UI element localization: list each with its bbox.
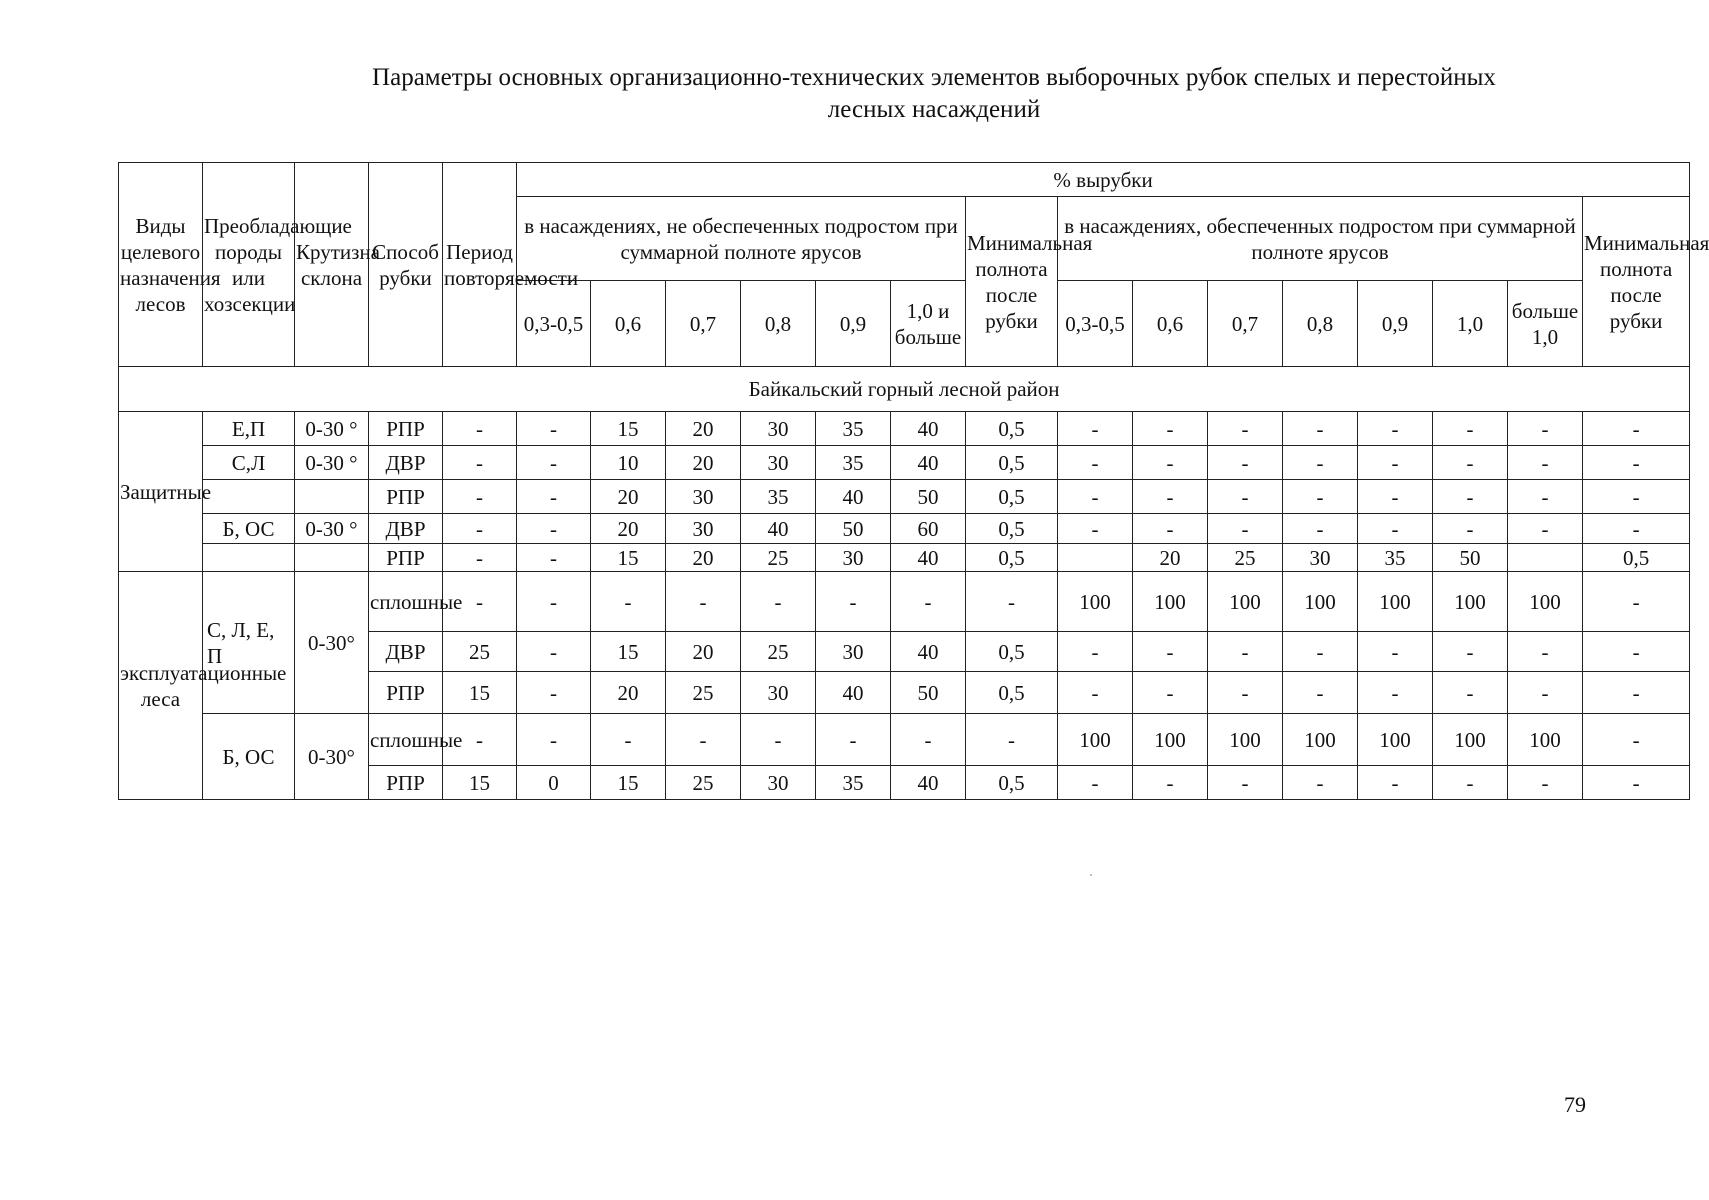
felling-p-cell: - [1208, 632, 1283, 672]
felling-p-cell: - [1133, 480, 1208, 514]
felling-np-cell: 10 [591, 446, 666, 480]
min-density-p-cell: 0,5 [1583, 544, 1690, 572]
felling-np-cell: 40 [816, 672, 891, 714]
felling-np-cell: - [517, 672, 591, 714]
period-cell: - [443, 572, 517, 632]
felling-np-cell: 35 [816, 766, 891, 800]
felling-p-cell: - [1208, 766, 1283, 800]
felling-p-cell: - [1508, 446, 1583, 480]
slope-cell: 0-30 ° [295, 446, 369, 480]
felling-np-cell: 40 [891, 632, 966, 672]
felling-p-cell: - [1283, 514, 1358, 544]
min-density-p-cell: - [1583, 446, 1690, 480]
felling-p-cell: 100 [1208, 714, 1283, 766]
header-group-provided: в насаждениях, обеспеченных подростом при суммарной полноте ярусов [1058, 197, 1583, 281]
period-cell: - [443, 446, 517, 480]
felling-p-cell: - [1508, 632, 1583, 672]
felling-np-cell: 20 [591, 480, 666, 514]
felling-np-cell: - [891, 714, 966, 766]
felling-np-cell: - [816, 572, 891, 632]
felling-np-cell: 40 [741, 514, 816, 544]
table-row [119, 446, 1690, 480]
min-density-p-cell: - [1583, 672, 1690, 714]
felling-np-cell: 40 [891, 446, 966, 480]
felling-np-cell: 30 [666, 514, 741, 544]
felling-np-cell: 20 [666, 446, 741, 480]
felling-np-cell: 30 [741, 766, 816, 800]
period-cell: - [443, 412, 517, 446]
felling-p-cell: 100 [1358, 572, 1433, 632]
header-percent-felling: % вырубки [517, 163, 1690, 197]
felling-np-cell: - [741, 572, 816, 632]
min-density-p-cell: - [1583, 412, 1690, 446]
felling-p-cell: - [1208, 480, 1283, 514]
min-density-p-cell: - [1583, 632, 1690, 672]
felling-np-cell: 15 [591, 544, 666, 572]
header-slope: Крутизна склона [295, 163, 369, 367]
method-cell: РПР [369, 412, 443, 446]
felling-p-cell [1058, 544, 1133, 572]
felling-np-cell: - [517, 632, 591, 672]
min-density-np-cell: 0,5 [966, 632, 1058, 672]
felling-np-cell: 30 [666, 480, 741, 514]
felling-np-cell: 20 [666, 412, 741, 446]
felling-np-cell: 40 [891, 544, 966, 572]
felling-np-cell: - [891, 572, 966, 632]
min-density-np-cell: 0,5 [966, 672, 1058, 714]
felling-p-cell: - [1058, 672, 1133, 714]
period-cell: - [443, 714, 517, 766]
felling-p-cell: 30 [1283, 544, 1358, 572]
slope-cell [295, 544, 369, 572]
period-cell: 25 [443, 632, 517, 672]
felling-p-cell: - [1133, 412, 1208, 446]
felling-p-cell: - [1433, 766, 1508, 800]
felling-np-cell: 20 [666, 544, 741, 572]
page-number: 79 [1564, 1092, 1586, 1117]
felling-np-cell: 50 [816, 514, 891, 544]
header-p-density: 0,8 [1283, 281, 1358, 367]
felling-np-cell: 25 [741, 544, 816, 572]
felling-np-cell: 40 [891, 412, 966, 446]
table-row [119, 572, 1690, 632]
felling-p-cell: 100 [1508, 714, 1583, 766]
felling-p-cell: 100 [1208, 572, 1283, 632]
felling-p-cell: - [1208, 446, 1283, 480]
felling-p-cell: - [1433, 480, 1508, 514]
felling-np-cell: 35 [816, 446, 891, 480]
felling-p-cell: - [1508, 480, 1583, 514]
title-line-1: Параметры основных организационно-технических элементов выборочных рубок спелых и перестойных [372, 64, 1496, 91]
felling-np-cell: 35 [816, 412, 891, 446]
header-p-density: 0,9 [1358, 281, 1433, 367]
method-cell: РПР [369, 672, 443, 714]
min-density-p-cell: - [1583, 480, 1690, 514]
felling-p-cell: - [1283, 446, 1358, 480]
header-p-density: 0,7 [1208, 281, 1283, 367]
felling-np-cell: 50 [891, 480, 966, 514]
felling-np-cell: - [591, 714, 666, 766]
felling-p-cell: - [1358, 412, 1433, 446]
min-density-np-cell: 0,5 [966, 446, 1058, 480]
felling-p-cell: - [1508, 766, 1583, 800]
felling-p-cell: - [1358, 632, 1433, 672]
felling-p-cell: - [1358, 480, 1433, 514]
species-cell: Б, ОС [203, 714, 295, 800]
header-p-density: 0,3-0,5 [1058, 281, 1133, 367]
felling-p-cell: - [1358, 514, 1433, 544]
felling-p-cell: 50 [1433, 544, 1508, 572]
header-p-density: 0,6 [1133, 281, 1208, 367]
felling-np-cell: - [517, 572, 591, 632]
species-cell: С,Л [203, 446, 295, 480]
min-density-np-cell: 0,5 [966, 544, 1058, 572]
felling-p-cell: - [1058, 412, 1133, 446]
felling-p-cell: - [1508, 412, 1583, 446]
felling-p-cell: - [1433, 514, 1508, 544]
felling-parameters-table [118, 162, 1709, 800]
min-density-np-cell: 0,5 [966, 514, 1058, 544]
slope-cell: 0-30 ° [295, 412, 369, 446]
header-min-density-1: Минимальная полнота после рубки [966, 197, 1058, 367]
felling-np-cell: 15 [591, 766, 666, 800]
felling-np-cell: 20 [666, 632, 741, 672]
felling-p-cell: 100 [1433, 714, 1508, 766]
scan-speck [1090, 874, 1092, 876]
felling-p-cell: 100 [1283, 714, 1358, 766]
felling-np-cell: 40 [816, 480, 891, 514]
felling-p-cell: - [1133, 766, 1208, 800]
header-np-density: 1,0 и больше [891, 281, 966, 367]
felling-p-cell: 100 [1058, 714, 1133, 766]
felling-np-cell: 60 [891, 514, 966, 544]
felling-p-cell: 100 [1133, 714, 1208, 766]
felling-p-cell: 100 [1133, 572, 1208, 632]
felling-p-cell: - [1208, 412, 1283, 446]
header-np-density: 0,8 [741, 281, 816, 367]
felling-np-cell: - [517, 480, 591, 514]
felling-p-cell: - [1283, 480, 1358, 514]
felling-np-cell: 25 [666, 672, 741, 714]
group-exploitation: эксплуатационные леса [119, 572, 203, 800]
header-group-not-provided: в насаждениях, не обеспеченных подростом при суммарной полноте ярусов [517, 197, 966, 281]
felling-p-cell: 35 [1358, 544, 1433, 572]
felling-p-cell: - [1433, 412, 1508, 446]
felling-p-cell: 100 [1283, 572, 1358, 632]
method-cell: ДВР [369, 632, 443, 672]
min-density-p-cell: - [1583, 572, 1690, 632]
felling-p-cell: 100 [1058, 572, 1133, 632]
region-row [119, 367, 1690, 412]
felling-p-cell: - [1058, 766, 1133, 800]
felling-p-cell: - [1508, 672, 1583, 714]
felling-np-cell: 30 [816, 632, 891, 672]
min-density-p-cell: - [1583, 514, 1690, 544]
min-density-np-cell: 0,5 [966, 766, 1058, 800]
felling-np-cell: 20 [591, 514, 666, 544]
slope-cell: 0-30 ° [295, 514, 369, 544]
period-cell: - [443, 480, 517, 514]
table-row [119, 480, 1690, 514]
felling-p-cell: - [1433, 672, 1508, 714]
min-density-p-cell: - [1583, 714, 1690, 766]
min-density-np-cell: 0,5 [966, 480, 1058, 514]
header-row-1 [119, 163, 1690, 197]
table-row [119, 544, 1690, 572]
felling-np-cell: 40 [891, 766, 966, 800]
period-cell: 15 [443, 766, 517, 800]
felling-np-cell: 0 [517, 766, 591, 800]
min-density-np-cell: - [966, 572, 1058, 632]
method-cell: РПР [369, 544, 443, 572]
felling-p-cell: 20 [1133, 544, 1208, 572]
felling-p-cell: 100 [1433, 572, 1508, 632]
felling-p-cell: - [1358, 446, 1433, 480]
table-row [119, 714, 1690, 766]
title-line-2: лесных насаждений [827, 96, 1041, 123]
table-row [119, 514, 1690, 544]
felling-np-cell: 15 [591, 412, 666, 446]
felling-p-cell: - [1283, 632, 1358, 672]
method-cell: сплошные [369, 572, 443, 632]
felling-np-cell: - [591, 572, 666, 632]
header-method: Способ рубки [369, 163, 443, 367]
method-cell: РПР [369, 480, 443, 514]
period-cell: 15 [443, 672, 517, 714]
min-density-p-cell: - [1583, 766, 1690, 800]
felling-p-cell: - [1283, 412, 1358, 446]
header-np-density: 0,6 [591, 281, 666, 367]
header-p-density: 1,0 [1433, 281, 1508, 367]
felling-p-cell: 100 [1508, 572, 1583, 632]
felling-p-cell: - [1058, 514, 1133, 544]
table-row [119, 412, 1690, 446]
felling-np-cell: 25 [741, 632, 816, 672]
method-cell: ДВР [369, 446, 443, 480]
felling-p-cell: - [1358, 672, 1433, 714]
min-density-np-cell: 0,5 [966, 412, 1058, 446]
felling-p-cell: - [1508, 514, 1583, 544]
min-density-np-cell: - [966, 714, 1058, 766]
felling-np-cell: 35 [741, 480, 816, 514]
group-protective: Защитные [119, 412, 203, 572]
slope-cell [295, 480, 369, 514]
felling-p-cell: 100 [1358, 714, 1433, 766]
felling-p-cell [1508, 544, 1583, 572]
header-np-density: 0,3-0,5 [517, 281, 591, 367]
felling-p-cell: - [1208, 514, 1283, 544]
species-cell: Б, ОС [203, 514, 295, 544]
header-species: Преобладающие породы или хозсекции [203, 163, 295, 367]
felling-p-cell: - [1358, 766, 1433, 800]
felling-p-cell: - [1283, 672, 1358, 714]
species-cell [203, 480, 295, 514]
felling-np-cell: - [666, 572, 741, 632]
species-cell: Е,П [203, 412, 295, 446]
header-min-density-2: Минимальная полнота после рубки [1583, 197, 1690, 367]
felling-np-cell: 30 [741, 412, 816, 446]
header-purpose: Виды целевого назначения лесов [119, 163, 203, 367]
felling-np-cell: - [816, 714, 891, 766]
felling-np-cell: - [517, 412, 591, 446]
felling-np-cell: 15 [591, 632, 666, 672]
header-np-density: 0,7 [666, 281, 741, 367]
method-cell: ДВР [369, 514, 443, 544]
felling-np-cell: - [666, 714, 741, 766]
felling-np-cell: - [517, 446, 591, 480]
felling-p-cell: - [1433, 446, 1508, 480]
felling-p-cell: - [1283, 766, 1358, 800]
document-title [0, 62, 1698, 126]
felling-p-cell: - [1058, 480, 1133, 514]
felling-np-cell: 20 [591, 672, 666, 714]
slope-cell: 0-30° [295, 714, 369, 800]
felling-p-cell: 25 [1208, 544, 1283, 572]
felling-np-cell: - [517, 514, 591, 544]
species-cell [203, 544, 295, 572]
felling-p-cell: - [1133, 672, 1208, 714]
felling-p-cell: - [1058, 446, 1133, 480]
period-cell: - [443, 514, 517, 544]
header-np-density: 0,9 [816, 281, 891, 367]
felling-np-cell: - [741, 714, 816, 766]
method-cell: сплошные [369, 714, 443, 766]
slope-cell: 0-30° [295, 572, 369, 714]
felling-p-cell: - [1058, 632, 1133, 672]
region-name: Байкальский горный лесной район [119, 367, 1690, 412]
period-cell: - [443, 544, 517, 572]
felling-np-cell: 30 [816, 544, 891, 572]
felling-p-cell: - [1133, 446, 1208, 480]
header-p-density: больше 1,0 [1508, 281, 1583, 367]
felling-p-cell: - [1208, 672, 1283, 714]
felling-p-cell: - [1433, 632, 1508, 672]
table-body [119, 412, 1690, 800]
felling-p-cell: - [1133, 514, 1208, 544]
felling-np-cell: 30 [741, 446, 816, 480]
felling-np-cell: 30 [741, 672, 816, 714]
method-cell: РПР [369, 766, 443, 800]
felling-np-cell: 25 [666, 766, 741, 800]
header-period: Период повторяемости [443, 163, 517, 367]
felling-np-cell: - [517, 544, 591, 572]
felling-np-cell: - [517, 714, 591, 766]
felling-p-cell: - [1133, 632, 1208, 672]
species-cell: С, Л, Е, П [203, 572, 295, 714]
felling-np-cell: 50 [891, 672, 966, 714]
